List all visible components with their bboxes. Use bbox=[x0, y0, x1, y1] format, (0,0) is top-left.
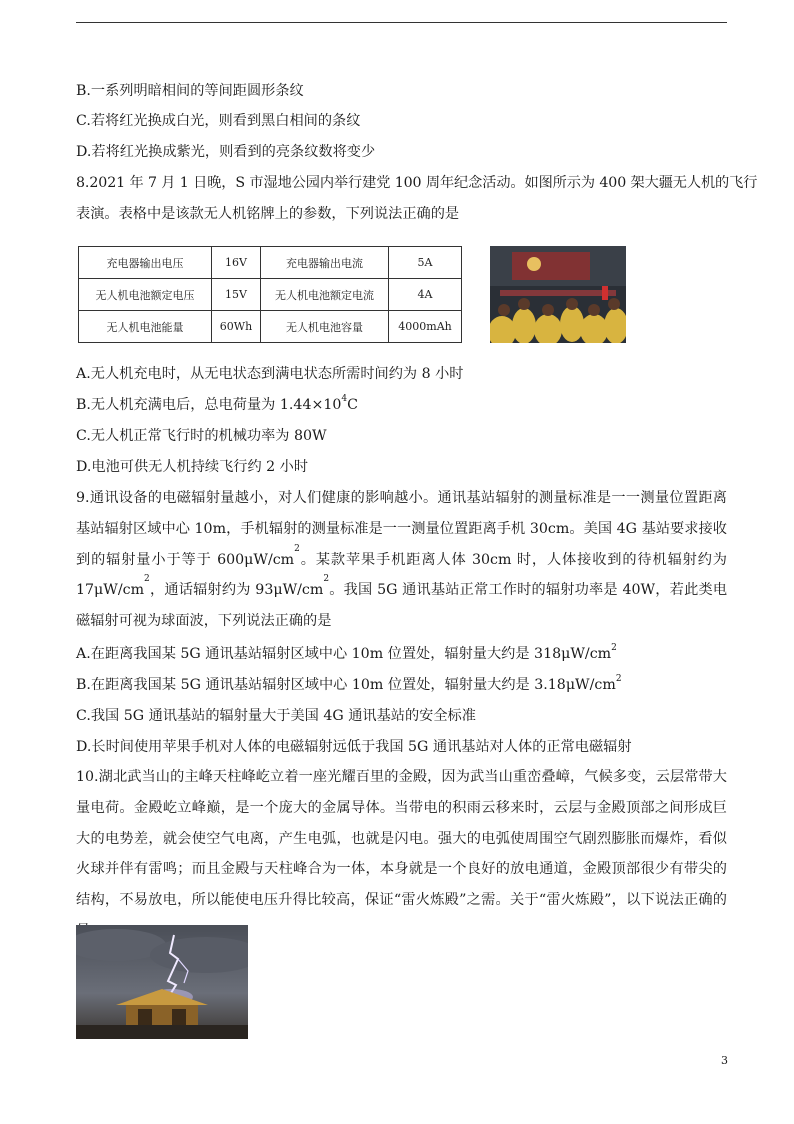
option-b-prev: B.一系列明暗相间的等间距圆形条纹 bbox=[76, 83, 304, 99]
q8-stem-line1: 8.2021 年 7 月 1 日晚，S 市湿地公园内举行建党 100 周年纪念活动。如图所示为 400 架大疆无人机的飞行 bbox=[76, 175, 758, 191]
option-c-prev: C.若将红光换成白光，则看到黑白相间的条纹 bbox=[76, 113, 361, 129]
table-cell: 15V bbox=[212, 279, 261, 311]
q8-option-d: D.电池可供无人机持续飞行约 2 小时 bbox=[76, 459, 309, 475]
table-row bbox=[79, 311, 462, 343]
table-cell: 16V bbox=[212, 247, 261, 279]
table-cell: 无人机电池额定电压 bbox=[79, 279, 212, 311]
drone-show-photo bbox=[490, 246, 626, 343]
q8-stem-line2: 表演。表格中是该款无人机铭牌上的参数，下列说法正确的是 bbox=[76, 206, 460, 222]
table-cell: 4000mAh bbox=[389, 311, 462, 343]
q9-stem: 9.通讯设备的电磁辐射量越小，对人们健康的影响越小。通讯基站辐射的测量标准是一一测量位置距离基站辐射区域中心 10m，手机辐射的测量标准是一一测量位置距离手机 30cm。美国 4G 基站要求接收到的辐射量小于等于 $600\mu W/cm^2$。某款苹果手机距离人体 30cm 时，人体接收到的待机辐射约为 $17\mu W/cm^2$，通话辐射约为 $93\mu W/cm^2$。我国 5G 通讯基站正常工作时的辐射功率是 40W，若此类电磁辐射可视为球面波，下列说法正确的是 bbox=[76, 490, 728, 630]
q10-stem: 10.湖北武当山的主峰天柱峰屹立着一座光耀百里的金殿，因为武当山重峦叠嶂，气候多变，云层常带大量电荷。金殿屹立峰巅，是一个庞大的金属导体。当带电的积雨云移来时，云层与金殿顶部之间形成巨大的电势差，就会使空气电离，产生电弧，也就是闪电。强大的电弧使周围空气剧烈膨胀而爆炸，看似火球并伴有雷鸣；而且金殿与天柱峰合为一体，本身就是一个良好的放电通道，金殿顶部很少有带尖的结构，不易放电，所以能使电压升得比较高，保证“雷火炼殿”之需。关于“雷火炼殿”，以下说法正确的 bbox=[76, 769, 727, 909]
table-cell: 5A bbox=[389, 247, 462, 279]
drone-params-table bbox=[78, 246, 462, 343]
q8-option-b: B.无人机充满电后，总电荷量为 $1.44\times 10^4C$ bbox=[76, 394, 359, 413]
table-row bbox=[79, 279, 462, 311]
q9-option-b: B.在距离我国某 5G 通讯基站辐射区域中心 10m 位置处，辐射量大约是 $3.18\mu W/cm^2$ bbox=[76, 674, 622, 693]
q9-option-a: A.在距离我国某 5G 通讯基站辐射区域中心 10m 位置处，辐射量大约是 $318\mu W/cm^2$ bbox=[76, 643, 617, 662]
header-rule bbox=[76, 22, 727, 23]
table-cell: 60Wh bbox=[212, 311, 261, 343]
table-cell: 无人机电池容量 bbox=[261, 311, 389, 343]
option-d-prev: D.若将红光换成紫光，则看到的亮条纹数将变少 bbox=[76, 144, 376, 160]
q9-option-d: D.长时间使用苹果手机对人体的电磁辐射远低于我国 5G 通讯基站对人体的正常电磁辐射 bbox=[76, 739, 632, 755]
table-cell: 充电器输出电压 bbox=[79, 247, 212, 279]
table-cell: 无人机电池能量 bbox=[79, 311, 212, 343]
table-cell: 充电器输出电流 bbox=[261, 247, 389, 279]
golden-hall-lightning-photo bbox=[76, 925, 248, 1039]
table-cell: 无人机电池额定电流 bbox=[261, 279, 389, 311]
table-row bbox=[79, 247, 462, 279]
q8-option-c: C.无人机正常飞行时的机械功率为 80W bbox=[76, 428, 327, 444]
page-number: 3 bbox=[721, 1054, 728, 1067]
table-cell: 4A bbox=[389, 279, 462, 311]
q9-option-c: C.我国 5G 通讯基站的辐射量大于美国 4G 通讯基站的安全标准 bbox=[76, 708, 476, 724]
q8-option-a: A.无人机充电时，从无电状态到满电状态所需时间约为 8 小时 bbox=[76, 366, 464, 382]
